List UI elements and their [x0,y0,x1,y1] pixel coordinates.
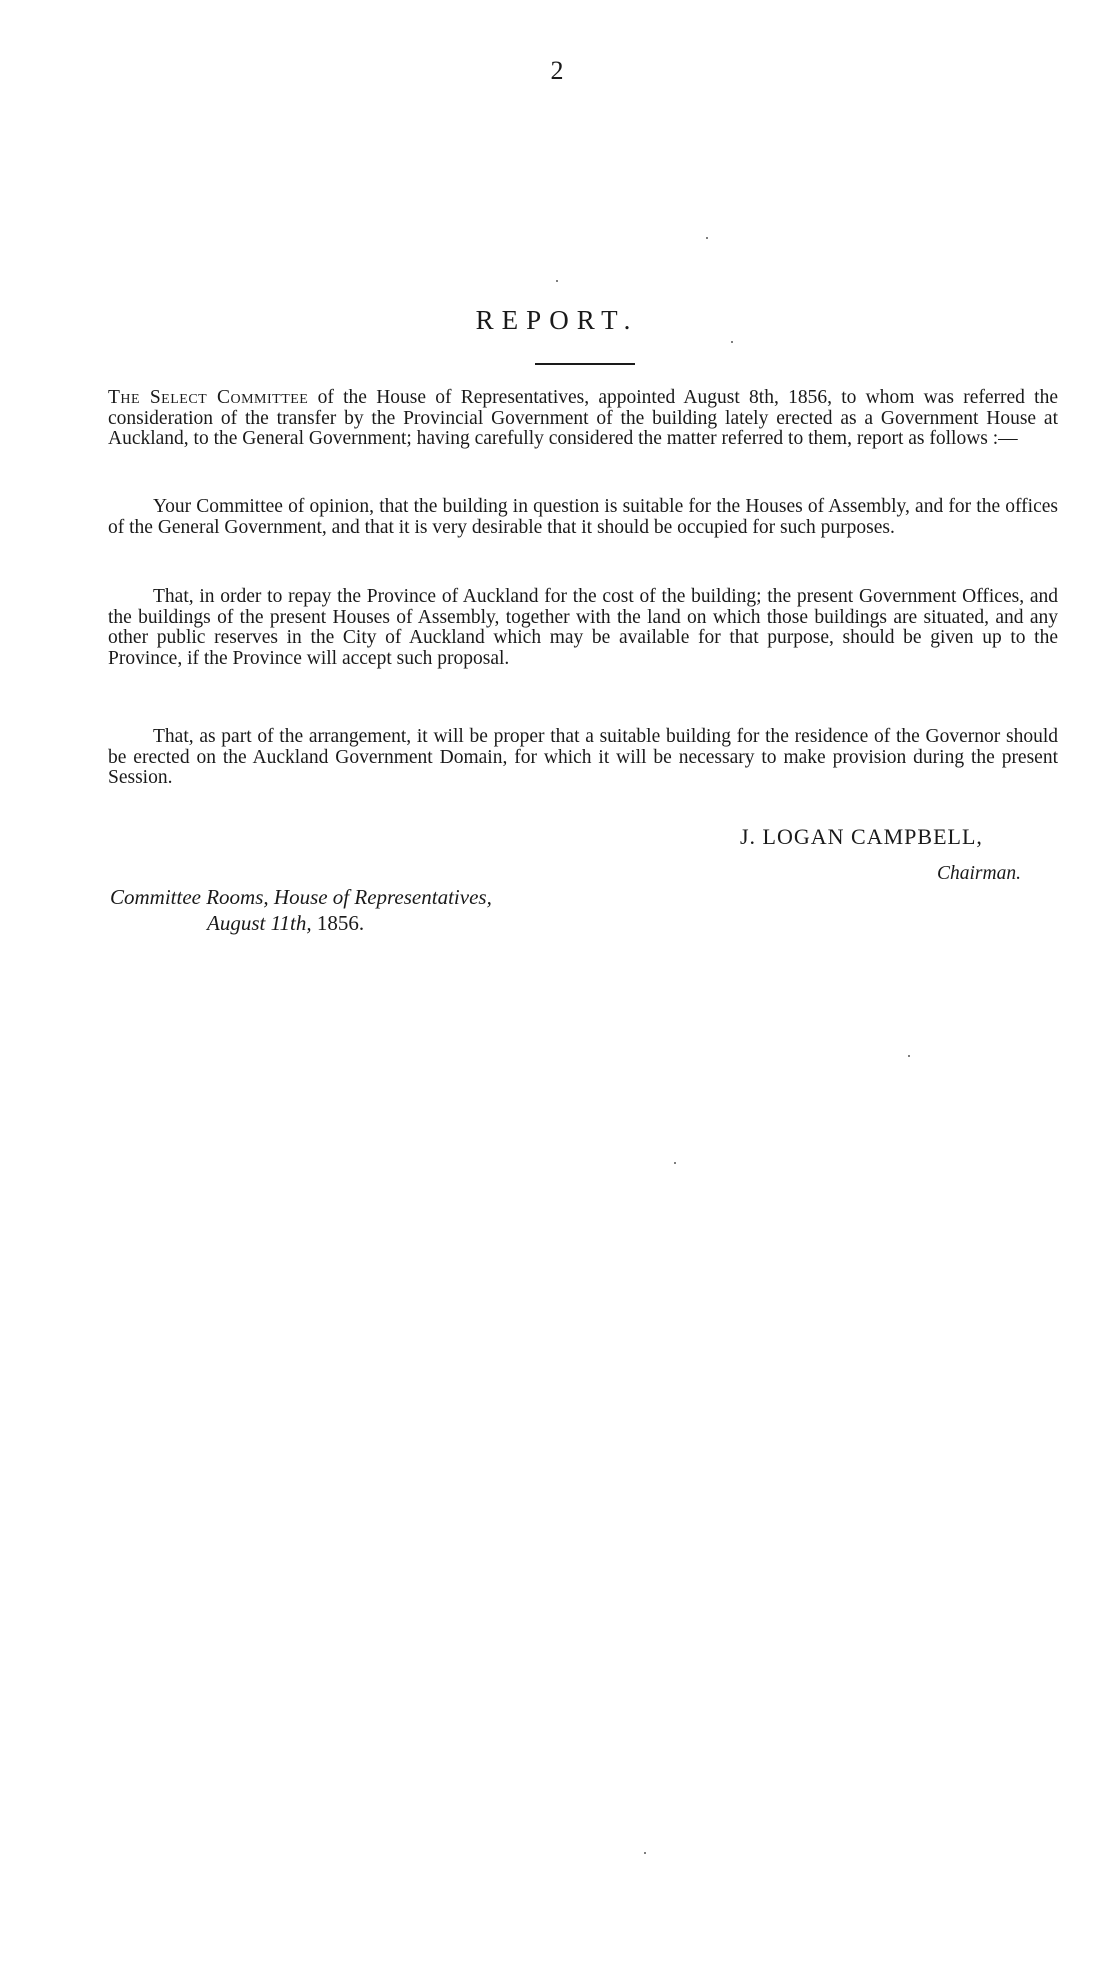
signature-name: J. LOGAN CAMPBELL, [740,824,983,849]
paragraph-repayment: That, in order to repay the Province of Auckland for the cost of the building; the present Government Offices, and the buildings of the present Houses of Assembly, together with the land on which those buildings are situated, and any other public reserves in the City of Auckland which may be available for that purpose, should be given up to the Province, if the Province will accept such proposal. [108,586,1058,669]
paragraph-arrangement: That, as part of the arrangement, it will be proper that a suitable building for the residence of the Governor should be erected on the Auckland Government Domain, for which it will be necessary to make provision during the present Session. [108,726,1058,788]
report-heading: REPORT. [475,305,639,335]
print-speck [731,341,733,343]
date-year: 1856. [311,911,365,935]
print-speck [644,1852,646,1854]
print-speck [674,1162,676,1164]
committee-name-lead: The Select Committee [108,387,309,408]
print-speck [908,1055,910,1057]
heading-rule [535,363,635,365]
print-speck [706,237,708,239]
page-number: 2 [550,56,564,85]
location-date [207,911,364,936]
date-month: August 11th, [207,911,312,935]
paragraph-opinion: Your Committee of opinion, that the building in question is suitable for the Houses of Assembly, and for the offices of the General Government, and that it is very desirable that it should be occupied for such purposes. [108,496,1058,538]
signature-title: Chairman. [937,863,1021,884]
paragraph-introduction-text: of the House of Representatives, appointed August 8th, 1856, to whom was referred the consideration of the transfer by the Provincial Government of the building lately erected as a Government House at Auckland, to the General Government; having carefully considered the matter referred to them, report as follows :— [108,387,1058,449]
print-speck [556,280,558,282]
paragraph-introduction [108,388,1058,450]
location-place: Committee Rooms, House of Representatives, [110,885,492,909]
